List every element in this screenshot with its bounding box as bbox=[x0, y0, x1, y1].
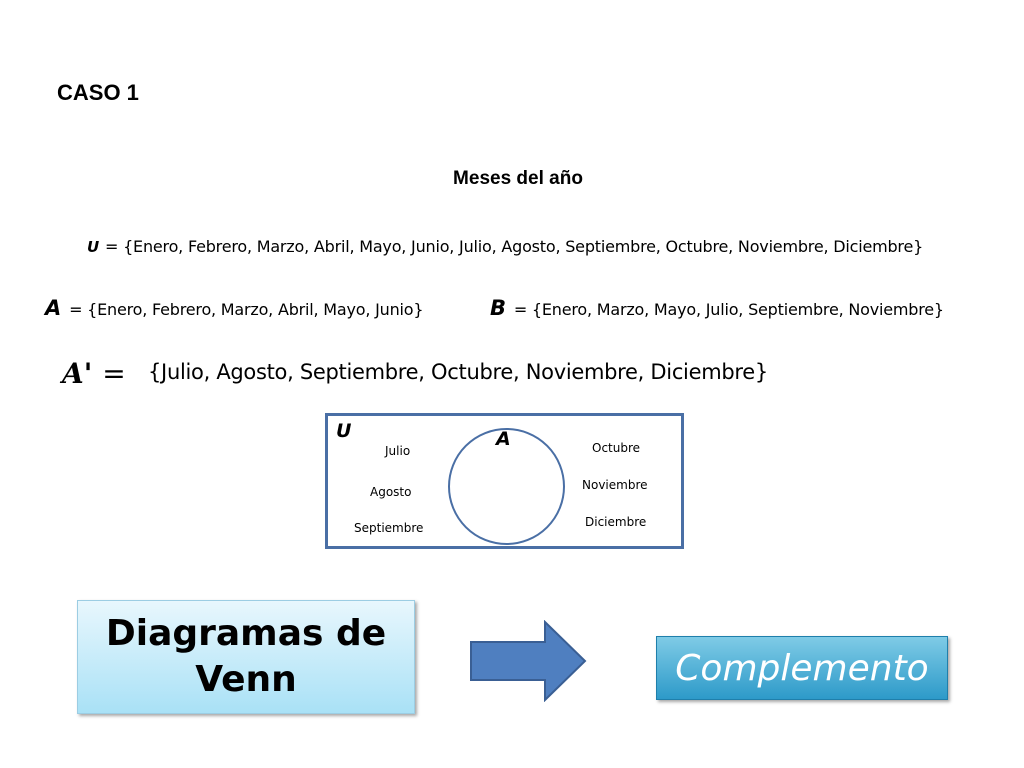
venn-diagrams-box: Diagramas de Venn bbox=[77, 600, 415, 714]
complement-elements: {Julio, Agosto, Septiembre, Octubre, Noviembre, Diciembre} bbox=[148, 360, 768, 384]
universe-symbol: U bbox=[87, 238, 99, 256]
venn-element: Diciembre bbox=[585, 515, 647, 529]
complement-box: Complemento bbox=[656, 636, 948, 700]
complement-equals: = bbox=[102, 357, 126, 390]
set-a-elements: = {Enero, Febrero, Marzo, Abril, Mayo, Junio} bbox=[69, 300, 424, 319]
universe-definition bbox=[87, 237, 923, 256]
set-a-definition bbox=[45, 296, 423, 320]
venn-diagram bbox=[325, 413, 684, 549]
venn-element: Julio bbox=[385, 444, 411, 458]
universe-elements: = {Enero, Febrero, Marzo, Abril, Mayo, Junio, Julio, Agosto, Septiembre, Octubre, Noviembre, Diciembre} bbox=[104, 237, 924, 256]
set-a-symbol: A bbox=[45, 296, 62, 320]
subtitle: Meses del año bbox=[453, 168, 583, 189]
set-b-symbol: B bbox=[490, 296, 506, 320]
complement-symbol-group bbox=[62, 357, 126, 390]
venn-element: Octubre bbox=[592, 441, 641, 455]
venn-element: Septiembre bbox=[354, 521, 424, 535]
set-b-elements: = {Enero, Marzo, Mayo, Julio, Septiembre, Noviembre} bbox=[513, 300, 944, 319]
venn-element: Noviembre bbox=[582, 478, 648, 492]
set-b-definition bbox=[490, 296, 944, 320]
right-arrow-icon bbox=[469, 620, 589, 702]
venn-universe-label: U bbox=[336, 420, 352, 442]
case-title: CASO 1 bbox=[57, 80, 139, 105]
venn-set-a-label: A bbox=[496, 428, 511, 450]
complement-symbol: A' bbox=[62, 357, 93, 390]
venn-element: Agosto bbox=[370, 485, 412, 499]
